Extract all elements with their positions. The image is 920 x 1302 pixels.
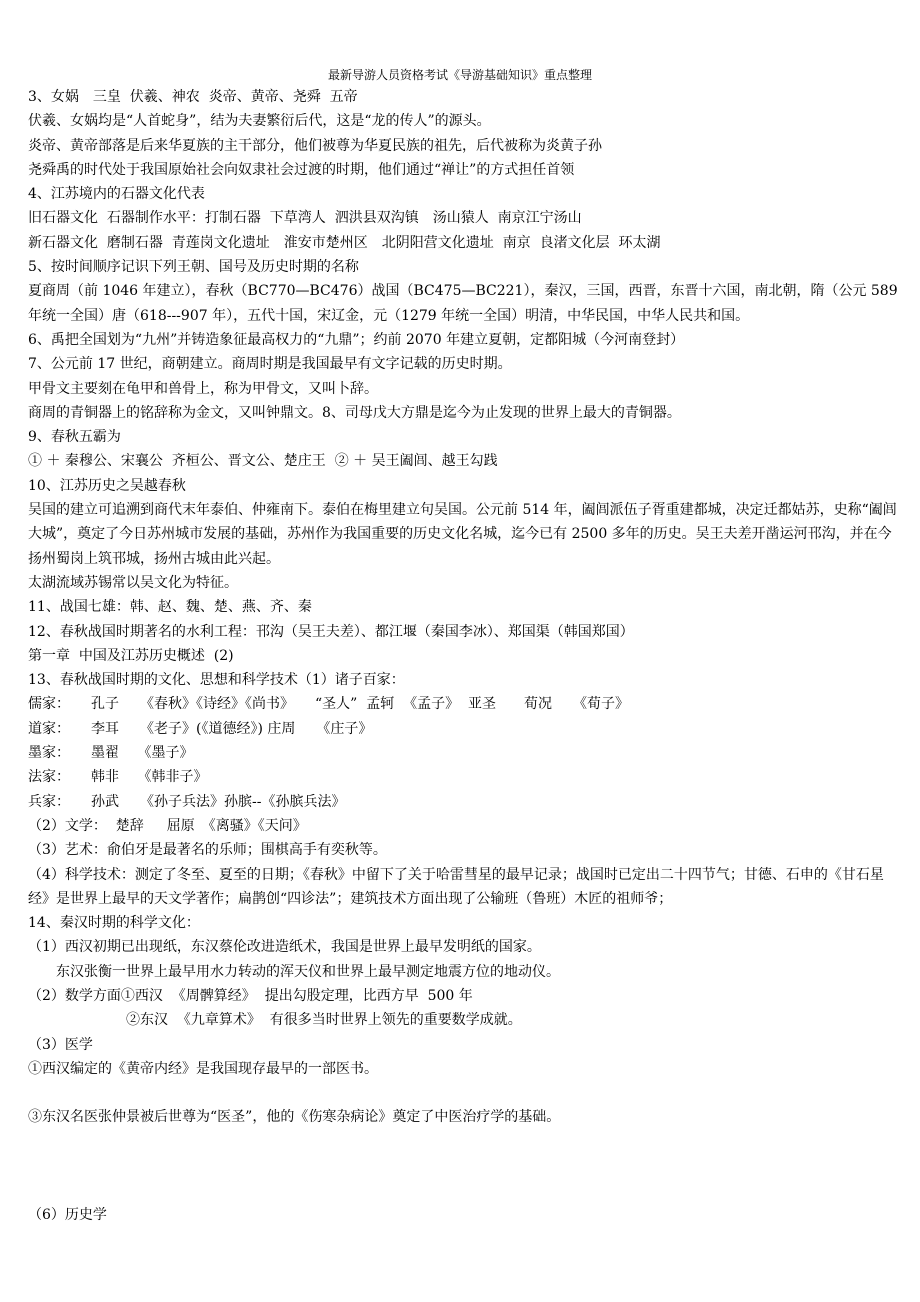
section-heading: 13、春秋战国时期的文化、思想和科学技术（1）诸子百家：	[28, 672, 405, 689]
text-line: （2）数学方面①西汉 《周髀算经》 提出勾股定理，比西方早 500 年	[28, 987, 473, 1004]
text-line: （1）西汉初期已出现纸，东汉蔡伦改进造纸术，我国是世界上最早发明纸的国家。	[28, 939, 541, 956]
text-line: ① ＋ 秦穆公、宋襄公 齐桓公、晋文公、楚庄王 ② ＋ 吴王阖闾、越王勾践	[28, 453, 498, 470]
text-line	[28, 1081, 900, 1105]
text-line: ②东汉 《九章算术》 有很多当时世界上领先的重要数学成就。	[28, 1012, 522, 1029]
text-line: （3）艺术：俞伯牙是最著名的乐师；围棋高手有奕秋等。	[28, 842, 387, 859]
section-heading: 10、江苏历史之吴越春秋	[28, 477, 186, 494]
section-heading: 4、江苏境内的石器文化代表	[28, 186, 205, 203]
text-line: 甲骨文主要刻在龟甲和兽骨上，称为甲骨文，又叫卜辞。	[28, 380, 378, 397]
document-body	[28, 85, 900, 1227]
school-row: 法家： 韩非 《韩非子》	[28, 769, 208, 786]
school-row: 儒家： 孔子 《春秋》《诗经》《尚书》 “圣人” 孟轲 《孟子》 亚圣 荀况 《荀子》	[28, 696, 630, 713]
science-paragraph: （4）科学技术：测定了冬至、夏至的日期；《春秋》中留下了关于哈雷彗星的最早记录；战国时已定出二十四节气；甘德、石申的《甘石星经》是世界上最早的天文学著作；扁鹊创“四诊法”；建筑技术方面出现了公输班（鲁班）木匠的祖师爷；	[28, 866, 884, 907]
chapter-heading: 第一章 中国及江苏历史概述 (2)	[28, 647, 234, 664]
text-line: 太湖流域苏锡常以吴文化为特征。	[28, 574, 238, 591]
text-line: ①西汉编定的《黄帝内经》是我国现存最早的一部医书。	[28, 1060, 378, 1077]
section-heading: 5、按时间顺序记识下列王朝、国号及历史时期的名称	[28, 259, 359, 276]
text-line: 炎帝、黄帝部落是后来华夏族的主干部分，他们被尊为华夏民族的祖先，后代被称为炎黄子孙	[28, 137, 602, 154]
text-line: （3）医学	[28, 1036, 93, 1053]
section-heading: 9、春秋五霸为	[28, 429, 121, 446]
text-line: 3、女娲 三皇 伏羲、神农 炎帝、黄帝、尧舜 五帝	[28, 89, 358, 105]
text-line: 7、公元前 17 世纪，商朝建立。商周时期是我国最早有文字记载的历史时期。	[28, 356, 512, 373]
text-line: 新石器文化 磨制石器 青莲岗文化遗址 淮安市楚州区 北阴阳营文化遗址 南京 良渚文化层 环太湖	[28, 234, 661, 251]
text-line: 12、春秋战国时期著名的水利工程：邗沟（吴王夫差）、都江堰（秦国李冰）、郑国渠（韩国郑国）	[28, 623, 634, 640]
school-row: 道家： 李耳 《老子》(《道德经》) 庄周 《庄子》	[28, 720, 373, 737]
school-row: 兵家： 孙武 《孙子兵法》孙膑--《孙膑兵法》	[28, 793, 346, 810]
text-line: ③东汉名医张仲景被后世尊为“医圣”，他的《伤寒杂病论》奠定了中医治疗学的基础。	[28, 1109, 561, 1126]
text-line	[28, 1178, 900, 1202]
text-line: 东汉张衡一世界上最早用水力转动的浑天仪和世界上最早测定地震方位的地动仪。	[28, 963, 560, 980]
school-row: 墨家： 墨翟 《墨子》	[28, 745, 194, 762]
text-line	[28, 1154, 900, 1178]
text-line: 6、禹把全国划为“九州”并铸造象征最高权力的“九鼎”；约前 2070 年建立夏朝，定都阳城（今河南登封）	[28, 331, 685, 348]
text-line: 旧石器文化 石器制作水平：打制石器 下草湾人 泗洪县双沟镇 汤山猿人 南京江宁汤山	[28, 210, 582, 227]
text-line: （2）文学： 楚辞 屈原 《离骚》《天问》	[28, 817, 307, 834]
wu-paragraph: 吴国的建立可追溯到商代末年泰伯、仲雍南下。泰伯在梅里建立句吴国。公元前 514 年，阖闾派伍子胥重建都城，决定迁都姑苏，史称“阖闾大城”，奠定了今日苏州城市发展的基础，苏州作为我国重要的历史文化名城，迄今已有 2500 多年的历史。吴王夫差开凿运河邗沟，并在今扬州蜀岗上筑邗城，扬州古城由此兴起。	[28, 502, 897, 567]
text-line: 伏羲、女娲均是“人首蛇身”，结为夫妻繁衍后代，这是“龙的传人”的源头。	[28, 113, 491, 130]
page-title: 最新导游人员资格考试《导游基础知识》重点整理	[327, 68, 592, 82]
dynasty-paragraph: 夏商周（前 1046 年建立），春秋（BC770—BC476）战国（BC475—BC221），秦汉，三国，西晋，东晋十六国，南北朝，隋（公元 589 年统一全国）唐（618---907 年），五代十国，宋辽金，元（1279 年统一全国）明清，中华民国，中华人民共和国。	[28, 283, 898, 324]
text-line	[28, 1130, 900, 1154]
text-line: （6）历史学	[28, 1206, 107, 1223]
text-line: 尧舜禹的时代处于我国原始社会向奴隶社会过渡的时期，他们通过“禅让”的方式担任首领	[28, 161, 575, 178]
section-heading: 14、秦汉时期的科学文化：	[28, 915, 200, 932]
text-line: 11、战国七雄：韩、赵、魏、楚、燕、齐、秦	[28, 599, 312, 616]
text-line: 商周的青铜器上的铭辞称为金文，又叫钟鼎文。8、司母戊大方鼎是迄今为止发现的世界上最大的青铜器。	[28, 404, 681, 421]
